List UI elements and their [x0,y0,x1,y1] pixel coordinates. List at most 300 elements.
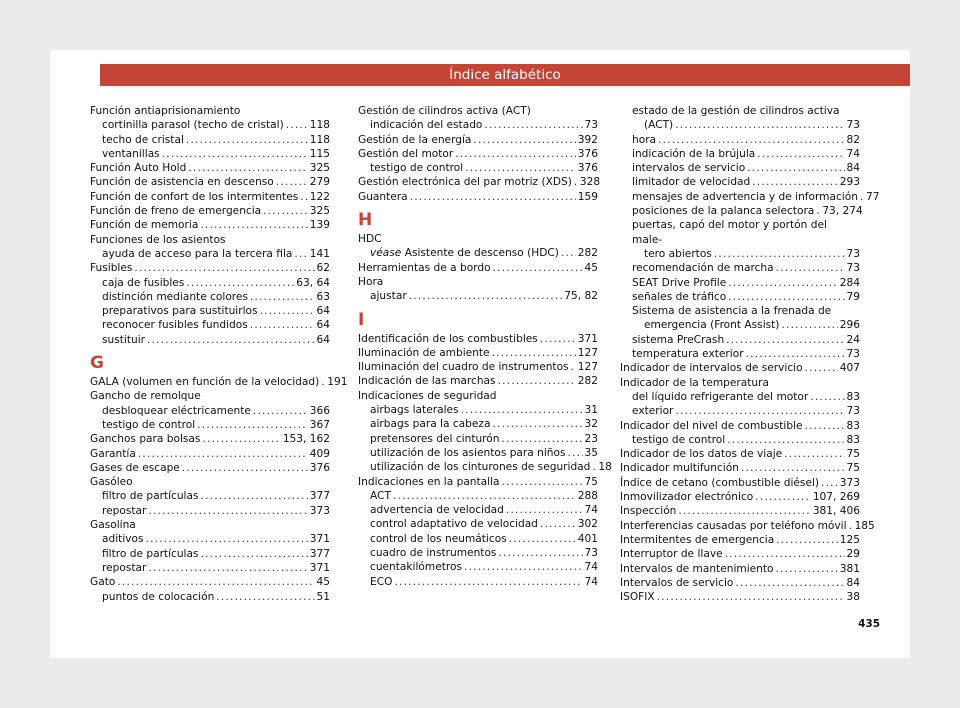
leader-dots [727,433,844,447]
index-entry [620,118,860,132]
index-heading: Sistema de asistencia a la frenada de [632,305,832,318]
entry-page: 74 [584,575,598,588]
leader-dots [810,390,844,404]
entry-term: filtro de partículas [102,490,199,503]
section-letter: I [358,309,365,330]
index-entry [90,247,330,261]
index-entry [90,532,330,546]
entry-term: Herramientas de a bordo [358,261,491,274]
index-entry [90,133,330,147]
entry-page: 282 [577,375,598,388]
entry-term: exterior [632,405,674,418]
entry-term: Intermitentes de emergencia [620,533,775,546]
entry-page: 115 [309,147,330,160]
index-heading: Gestión de cilindros activa (ACT) [358,105,531,117]
entry-page: 75 [584,475,598,488]
entry-term: Fusibles [90,262,133,275]
entry-page: 284 [839,276,860,289]
index-entry [90,404,330,418]
entry-page: 83 [846,433,860,446]
leader-dots [188,161,307,175]
entry-term: posiciones de la palanca selectora [632,205,815,218]
leader-dots [200,218,307,232]
entry-term: Gestión de la energía [358,133,472,146]
entry-term: ECO [370,575,393,588]
index-entry [620,333,860,347]
entry-page: 376 [577,162,598,175]
index-entry [358,403,598,417]
leader-dots [678,504,810,518]
entry-term: pretensores del cinturón [370,432,500,445]
leader-dots [148,561,307,575]
entry-page: 73 [584,547,598,560]
leader-dots [465,161,576,175]
entry-page: 125 [839,533,860,546]
entry-term: desbloquear eléctricamente [102,404,251,417]
entry-term: hora [632,133,657,146]
index-entry [620,175,860,189]
entry-page: 35 [584,446,598,459]
leader-dots [776,261,845,275]
leader-dots [182,461,308,475]
entry-page: 45 [316,576,330,589]
leader-dots [492,417,582,431]
entry-term: preparativos para sustituirlos [102,305,258,318]
entry-term: Gestión electrónica del par motriz (XDS) [358,176,572,189]
entry-page: 73 [584,119,598,132]
index-entry [358,133,598,147]
entry-page: 328 [579,176,601,189]
entry-page: 401 [577,532,598,545]
leader-dots [757,147,844,161]
entry-page: 74 [846,147,860,160]
index-entry [90,333,330,347]
leader-dots [574,175,578,189]
index-entry [620,190,880,204]
entry-page: 392 [577,133,598,146]
entry-term: control adaptativo de velocidad [370,518,538,531]
leader-dots [726,333,844,347]
index-entry [90,190,330,204]
leader-dots [473,133,575,147]
leader-dots [484,118,582,132]
index-heading: Hora [358,275,384,288]
entry-term: cortinilla parasol (techo de cristal) [102,119,284,132]
entry-term: indicación del estado [370,119,483,132]
entry-page: 23 [584,432,598,445]
entry-page: 38 [846,591,860,604]
entry-term: Ganchos para bolsas [90,433,201,446]
entry-term: caja de fusibles [102,276,185,289]
entry-term: airbags para la cabeza [370,418,491,431]
entry-page: 73 [846,247,860,260]
entry-page: 325 [309,162,330,175]
index-entry [358,346,598,360]
index-entry [358,289,598,303]
entry-term: Iluminación de ambiente [358,346,490,359]
section-letter: H [358,210,373,231]
entry-page: 73 [846,348,860,361]
entry-page: 64 [316,305,330,318]
entry-term: SEAT Drive Profile [632,276,727,289]
entry-term: control de los neumáticos [370,532,507,545]
leader-dots [849,519,853,533]
entry-term: ISOFIX [620,591,655,604]
leader-dots [300,190,308,204]
entry-term: Gases de escape [90,461,180,474]
entry-page: 73 [846,405,860,418]
index-entry [90,432,330,446]
index-entry [90,304,330,318]
leader-dots [747,161,844,175]
index-entry [358,475,598,489]
entry-page: 127 [577,346,598,359]
entry-page: 118 [309,119,330,132]
entry-term: Inmovilizador electrónico [620,491,754,504]
leader-dots [675,118,844,132]
entry-term: ACT [370,489,391,502]
index-entry [620,447,860,461]
entry-page: 139 [309,219,330,232]
entry-page: 107, 269 [812,491,860,504]
entry-page: 302 [577,518,598,531]
index-entry [90,590,330,604]
index-entry [620,347,860,361]
entry-page: 82 [846,133,860,146]
entry-page: 373 [309,504,330,517]
entry-term: tero abiertos [644,247,712,260]
leader-dots [117,575,314,589]
leader-dots [455,147,576,161]
index-column-1 [90,104,348,604]
leader-dots [540,517,576,531]
entry-term: limitador de velocidad [632,176,751,189]
entry-page: 377 [309,490,330,503]
index-entry [358,246,598,260]
entry-page: 293 [839,176,860,189]
index-entry [358,332,598,346]
index-entry [90,375,348,389]
leader-dots [197,418,308,432]
entry-page: 371 [309,533,330,546]
entry-term: cuadro de instrumentos [370,547,497,560]
index-heading: Gancho de remolque [90,390,201,403]
entry-page: 64 [316,333,330,346]
index-entry [358,517,598,531]
entry-page: 45 [584,261,598,274]
index-entry [620,204,863,218]
entry-page: 73 [846,262,860,275]
index-heading: Gasolina [90,519,136,532]
leader-dots [202,432,280,446]
entry-term: recomendación de marcha [632,262,774,275]
leader-dots [138,447,308,461]
index-entry [620,276,860,290]
index-entry [620,519,875,533]
leader-dots [540,332,576,346]
index-entry [620,590,860,604]
entry-term: sistema PreCrash [632,333,725,346]
entry-page: 371 [577,332,598,345]
index-column-2 [358,104,612,589]
leader-dots [502,475,583,489]
leader-dots [805,419,845,433]
index-entry [90,461,330,475]
index-entry [358,575,598,589]
entry-page: 185 [854,519,875,532]
leader-dots [725,547,845,561]
index-entry [90,218,330,232]
index-entry [90,547,330,561]
leader-dots [568,446,583,460]
index-entry [90,318,330,332]
leader-dots [714,247,845,261]
entry-page: 407 [839,362,860,375]
leader-dots [752,175,838,189]
leader-dots [675,404,844,418]
index-entry [358,489,598,503]
entry-term: Indicador de intervalos de servicio [620,362,803,375]
entry-page: 84 [846,576,860,589]
leader-dots [821,476,838,490]
entry-term: Interruptor de llave [620,548,723,561]
entry-term: ajustar [370,290,407,303]
leader-dots [492,346,576,360]
index-entry [620,476,860,490]
entry-term: puntos de colocación [102,590,215,603]
entry-page: 282 [577,247,598,260]
index-entry [358,147,598,161]
leader-dots [735,576,844,590]
entry-page: 75 [846,462,860,475]
leader-dots [201,547,308,561]
leader-dots [498,546,582,560]
leader-dots [276,175,308,189]
leader-dots [784,447,844,461]
leader-dots [409,289,563,303]
index-entry [90,504,330,518]
entry-page: 64 [316,319,330,332]
leader-dots [321,375,325,389]
index-entry [358,175,601,189]
entry-term: Indicación de las marchas [358,375,496,388]
leader-dots [410,190,576,204]
leader-dots [263,204,308,218]
leader-dots [393,489,576,503]
entry-term: temperatura exterior [632,348,744,361]
index-heading: HDC [358,233,382,246]
leader-dots [216,590,314,604]
index-entry [90,204,330,218]
index-entry [90,175,330,189]
index-entry [358,503,598,517]
entry-term: repostar [102,561,147,574]
index-entry [620,361,860,375]
entry-term: advertencia de velocidad [370,504,504,517]
entry-term: utilización de los asientos para niños [370,446,566,459]
leader-dots [250,318,315,332]
entry-page: 366 [309,404,330,417]
entry-term: Función de confort de los intermitentes [90,190,299,203]
leader-dots [755,490,811,504]
entry-term: mensajes de advertencia y de información [632,190,858,203]
entry-page: 74 [584,561,598,574]
entry-page: 84 [846,162,860,175]
entry-term: Función de memoria [90,219,199,232]
entry-term: aditivos [102,533,144,546]
leader-dots [134,261,314,275]
entry-page: 77 [865,190,880,203]
entry-term: ayuda de acceso para la tercera fila [102,247,293,260]
entry-page: 73 [846,119,860,132]
index-entry [620,461,860,475]
index-entry [358,118,598,132]
entry-page: 377 [309,547,330,560]
leader-dots [294,247,307,261]
entry-term: Gato [90,576,116,589]
entry-page: 288 [577,489,598,502]
leader-dots [561,246,576,260]
see-reference: véase [370,247,402,260]
leader-dots [776,562,838,576]
index-entry [90,161,330,175]
entry-term: intervalos de servicio [632,162,746,175]
entry-term: testigo de control [632,433,726,446]
entry-page: 75, 82 [564,290,598,303]
index-entry [620,404,860,418]
leader-dots [776,533,838,547]
index-page [50,50,910,658]
index-entry [358,460,612,474]
leader-dots [146,532,308,546]
leader-dots [805,361,838,375]
index-entry [358,360,598,374]
entry-term: (ACT) [644,119,674,132]
entry-page: 381 [839,562,860,575]
entry-term: Indicador de los datos de viaje [620,448,783,461]
index-heading: Función antiaprisionamiento [90,105,241,117]
entry-term: Indicador multifunción [620,462,739,475]
entry-term: Inspección [620,505,677,518]
index-entry [620,133,860,147]
entry-term: repostar [102,504,147,517]
entry-term: véase Asistente de descenso (HDC) [370,247,559,260]
entry-page: 83 [846,419,860,432]
index-entry [620,419,860,433]
entry-page: 153, 162 [282,433,330,446]
section-letter: G [90,353,104,374]
index-entry [620,490,860,504]
leader-dots [253,404,308,418]
index-entry [620,261,860,275]
index-entry [620,547,860,561]
entry-page: 63, 64 [296,276,330,289]
leader-dots [201,489,308,503]
index-entry [620,390,860,404]
index-heading: puertas, capó del motor y portón del male- [632,219,827,246]
leader-dots [186,276,294,290]
leader-dots [147,333,314,347]
index-entry [90,261,330,275]
entry-term: GALA (volumen en función de la velocidad) [90,376,320,389]
leader-dots [498,374,576,388]
leader-dots [728,276,838,290]
entry-term: ventanillas [102,147,160,160]
index-entry [620,576,860,590]
entry-term: emergencia (Front Assist) [644,319,780,332]
index-entry [620,147,860,161]
entry-term: airbags laterales [370,404,459,417]
index-entry [620,533,860,547]
entry-page: 29 [846,548,860,561]
entry-term: testigo de control [370,162,464,175]
entry-page: 371 [309,561,330,574]
index-heading: Indicaciones de seguridad [358,389,497,402]
entry-term: Indicador del nivel de combustible [620,419,803,432]
index-heading: Indicador de la temperatura [620,376,769,389]
entry-page: 18 [598,461,612,474]
leader-dots [728,290,844,304]
index-entry [620,290,860,304]
index-entry [358,546,598,560]
entry-term: techo de cristal [102,133,184,146]
entry-term: cuentakilómetros [370,561,463,574]
leader-dots [571,360,576,374]
entry-term: Función Auto Hold [90,162,187,175]
entry-term: indicación de la brújula [632,147,756,160]
entry-page: 141 [309,247,330,260]
index-heading: Funciones de los asientos [90,233,226,246]
index-entry [358,161,598,175]
entry-term: Función de freno de emergencia [90,205,262,218]
entry-page: 118 [309,133,330,146]
entry-page: 51 [316,590,330,603]
entry-page: 325 [309,205,330,218]
index-entry [90,489,330,503]
entry-page: 73, 274 [822,205,863,218]
leader-dots [509,532,576,546]
entry-page: 122 [309,190,330,203]
entry-term: Garantía [90,447,136,460]
entry-page: 376 [309,461,330,474]
leader-dots [741,461,845,475]
index-entry [358,190,598,204]
index-entry [358,417,598,431]
entry-term: Intervalos de mantenimiento [620,562,774,575]
entry-page: 367 [309,418,330,431]
entry-page: 62 [316,262,330,275]
entry-page: 376 [577,147,598,160]
entry-page: 373 [839,476,860,489]
index-entry [620,247,860,261]
index-entry [620,504,860,518]
index-entry [620,318,860,332]
entry-term: filtro de partículas [102,547,199,560]
index-entry [358,432,598,446]
entry-term: Interferencias causadas por teléfono móvil [620,519,847,532]
leader-dots [461,403,583,417]
index-entry [358,261,598,275]
entry-page: 279 [309,176,330,189]
entry-page: 63 [316,290,330,303]
entry-term: distinción mediante colores [102,290,248,303]
entry-page: 83 [846,390,860,403]
leader-dots [746,347,845,361]
entry-page: 31 [584,404,598,417]
leader-dots [506,503,583,517]
index-entry [620,562,860,576]
entry-term: sustituir [102,333,146,346]
